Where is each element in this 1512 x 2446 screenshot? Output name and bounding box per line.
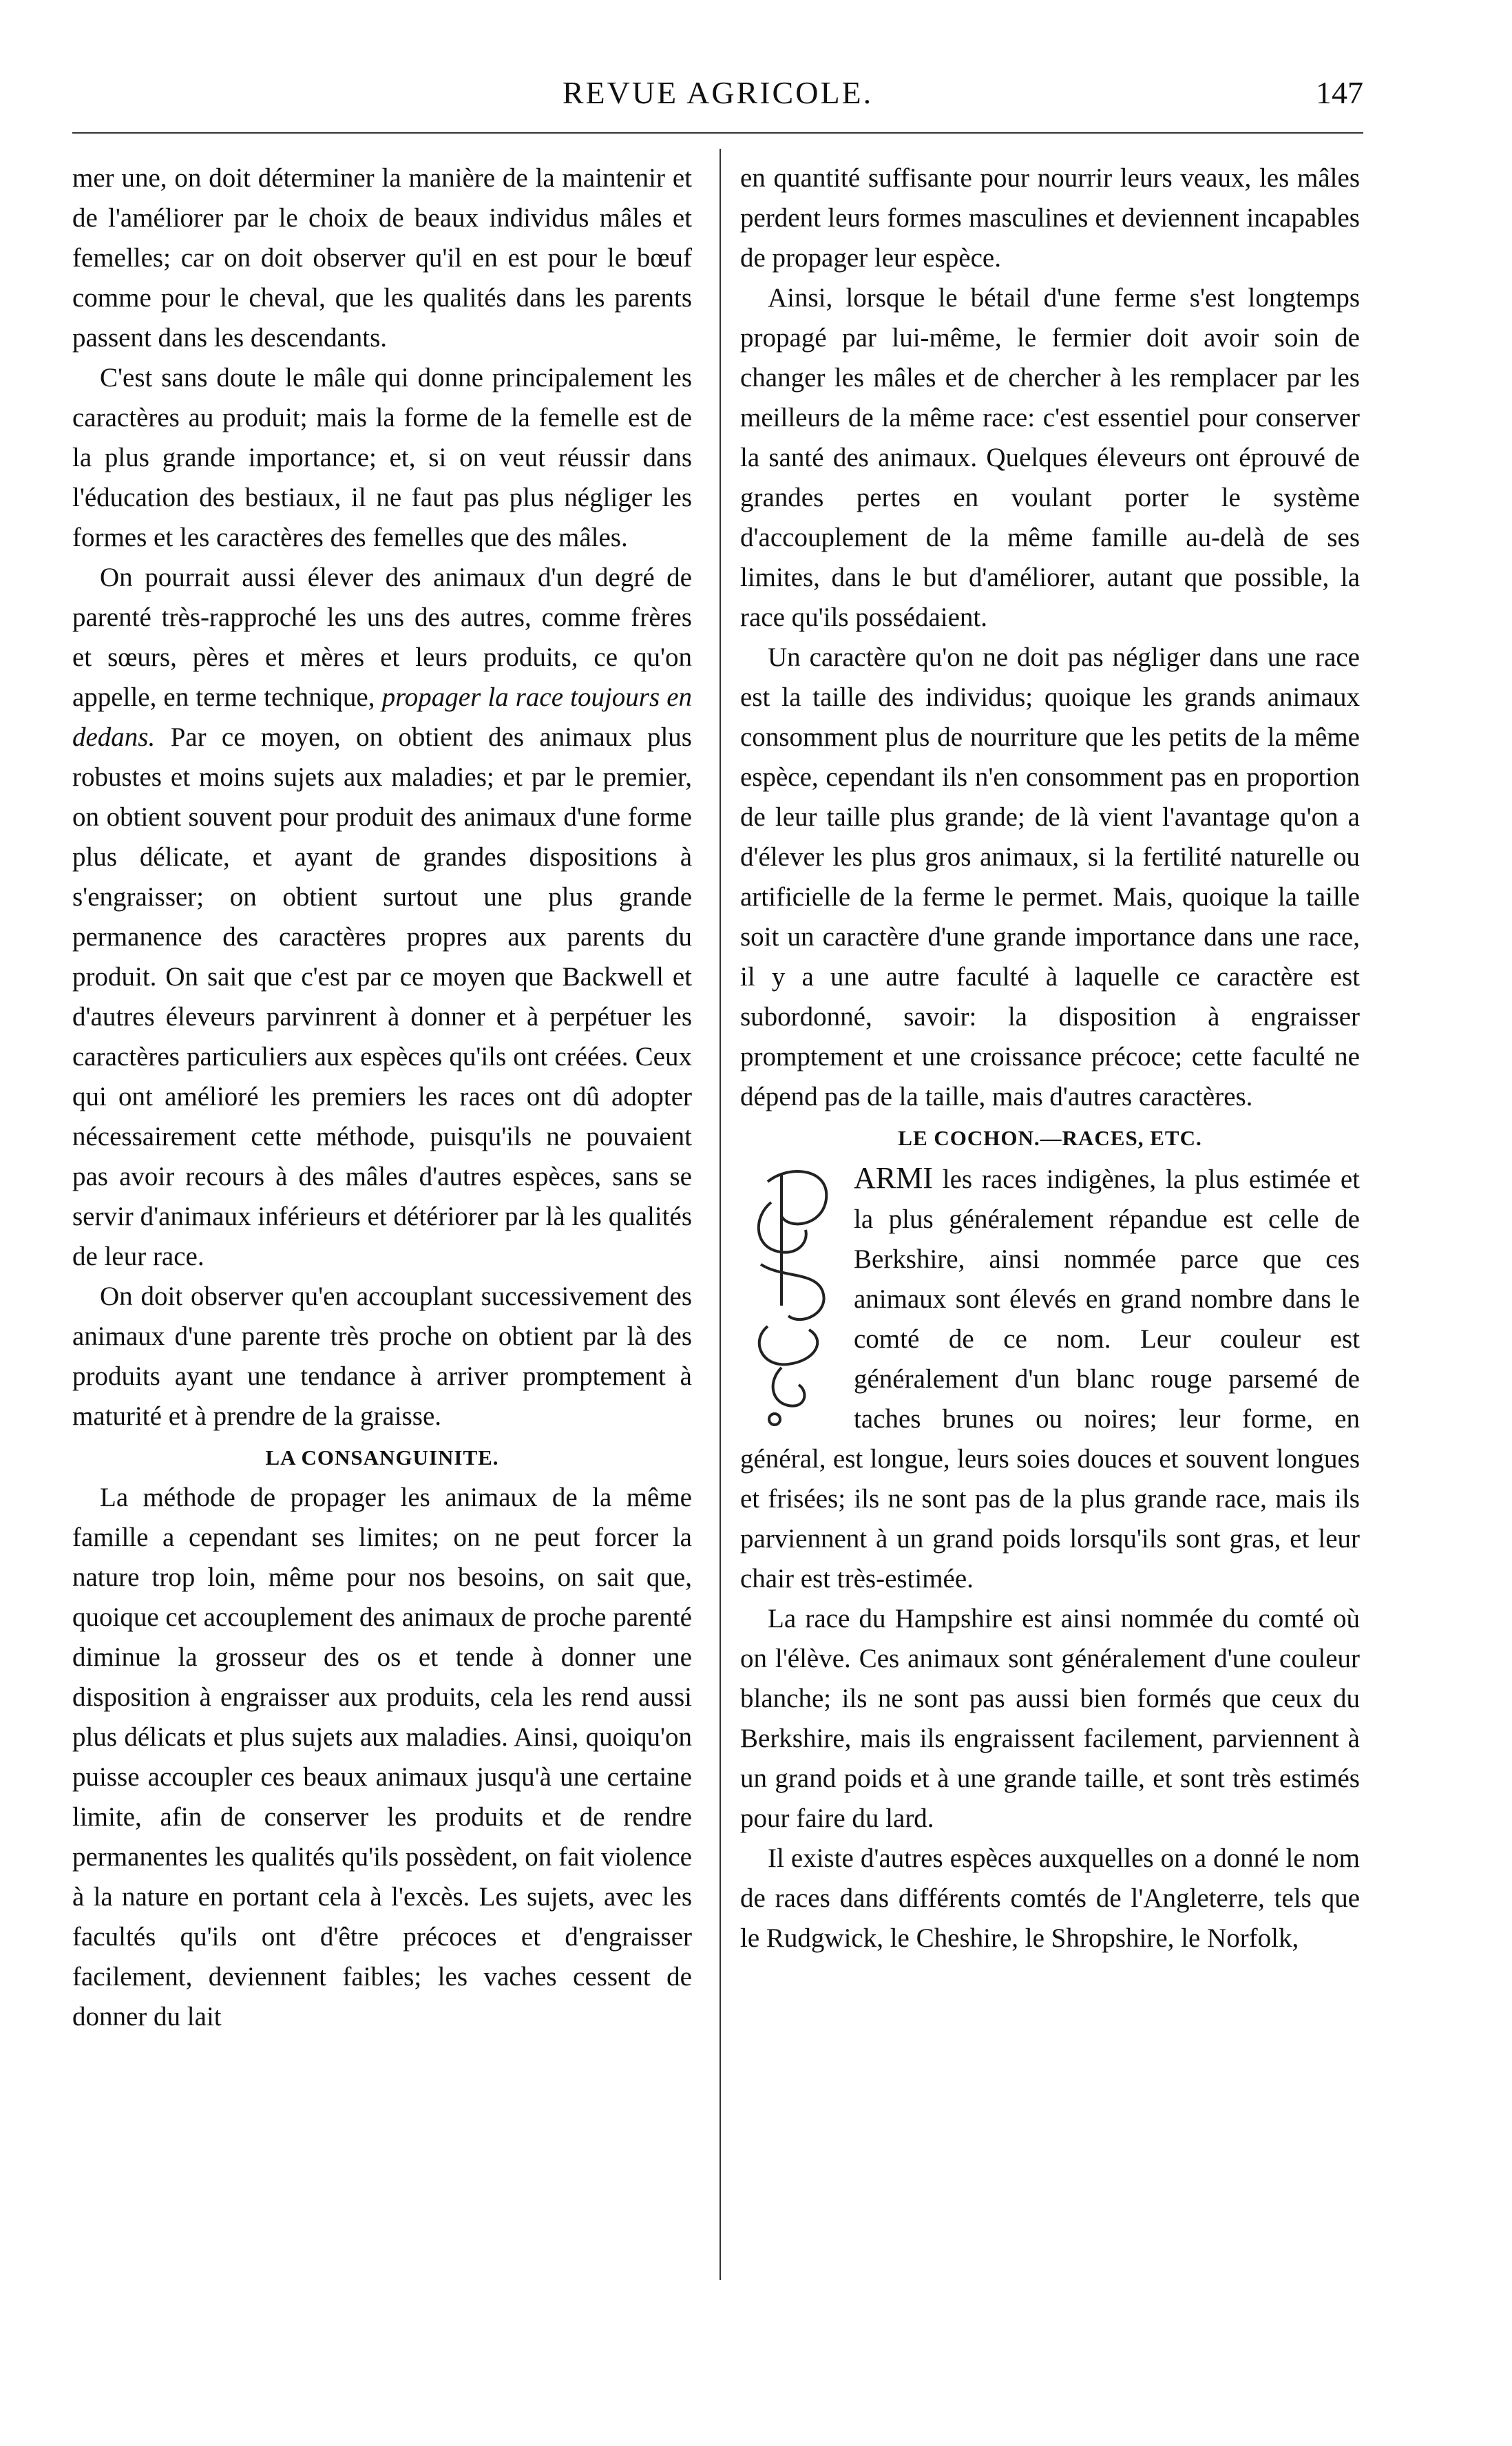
paragraph: La méthode de propager les animaux de la même famille a cependant ses limites; on ne peut forcer la nature trop loin, même pour nos besoins, on sait que, quoique cet accouplement des animaux de proche parenté diminue la grosseur des os et tende à donner une disposition à engraisser aux produits, cela les rend aussi plus délicats et plus sujets aux maladies. Ainsi, quoiqu'on puisse accoupler ces beaux animaux jusqu'à une certaine limite, afin de conserver les produits et de rendre permanentes les qualités qu'ils possèdent, on fait violence à la nature en portant cela à l'excès. Les sujets, avec les facultés qu'ils ont d'être précoces et d'engraisser facilement, deviennent faibles; les vaches cessent de donner du lait	[72, 1483, 692, 2031]
ornamental-initial-icon	[740, 1161, 847, 1430]
paragraph	[72, 558, 692, 1277]
right-column	[740, 158, 1360, 1958]
paragraph: en quantité suffisante pour nourrir leurs veaux, les mâles perdent leurs formes masculines et deviennent incapables de propager leur espèce.	[740, 163, 1360, 273]
italic-phrase: propager la race toujours en dedans.	[72, 682, 693, 752]
text-run: les races indigènes, la plus estimée et la plus généralement répandue est celle de Berkshire, ainsi nommée parce que ces animaux sont élevés en grand nombre dans le comté de ce nom. Leur couleur est généralement d'un blanc rouge parsemé de taches brunes ou noires; leur forme, en général, est longue, leurs soies douces et souvent longues et frisées; ils ne sont pas de la plus grande race, mais ils parviennent à un grand poids lorsqu'ils sont gras, et leur chair est très-estimée.	[740, 1164, 1360, 1593]
text-run: Par ce moyen, on obtient des animaux plus robustes et moins sujets aux maladies; et par le premier, on obtient souvent pour produit des animaux d'une forme plus délicate, et ayant de grandes dispositions à s'engraisser; on obtient surtout une plus grande permanence des caractères propres aux parents du produit. On sait que c'est par ce moyen que Backwell et d'autres éleveurs parvinrent à donner et à perpétuer les caractères particuliers aux espèces qu'ils ont créées. Ceux qui ont amélioré les premiers les races ont dû adopter nécessairement cette méthode, puisqu'ils ne pouvaient pas avoir recours à des mâles d'autres espèces, sans se servir d'animaux inférieurs et détériorer par là les qualités de leur race.	[72, 722, 692, 1271]
paragraph: mer une, on doit déterminer la manière de la maintenir et de l'améliorer par le choix de beaux individus mâles et femelles; car on doit observer qu'il en est pour le bœuf comme pour le cheval, que les qualités dans les parents passent dans les descendants.	[72, 163, 692, 353]
section-title: LA CONSANGUINITE.	[265, 1445, 499, 1470]
column-divider	[720, 149, 721, 2280]
paragraph: On doit observer qu'en accouplant successivement des animaux d'une parente très proche on obtient par là des produits ayant une tendance à arriver promptement à maturité et à prendre de la graisse.	[72, 1282, 692, 1431]
page-header	[72, 74, 1363, 116]
running-title: REVUE AGRICOLE.	[562, 75, 874, 110]
paragraph: C'est sans doute le mâle qui donne principalement les caractères au produit; mais la forme de la femelle est de la plus grande importance; et, si on veut réussir dans l'éducation des bestiaux, il ne faut pas plus négliger les formes et les caractères des femelles que des mâles.	[72, 363, 692, 552]
paragraph: La race du Hampshire est ainsi nommée du comté où on l'élève. Ces animaux sont généralement d'une couleur blanche; ils ne sont pas aussi bien formés que ceux du Berkshire, mais ils engraissent facilement, parviennent à un grand poids et à une grande taille, et sont très estimés pour faire du lard.	[740, 1604, 1360, 1833]
dropcap-word: ARMI	[854, 1161, 933, 1195]
paragraph: Ainsi, lorsque le bétail d'une ferme s'est longtemps propagé par lui-même, le fermier doit avoir soin de changer les mâles et de chercher à les remplacer par les meilleurs de la même race: c'est essentiel pour conserver la santé des animaux. Quelques éleveurs ont éprouvé de grandes pertes en voulant porter le système d'accouplement de la même famille au-delà de ses limites, dans le but d'améliorer, autant que possible, la race qu'ils possédaient.	[740, 283, 1360, 632]
paragraph: Un caractère qu'on ne doit pas négliger dans une race est la taille des individus; quoique les grands animaux consomment plus de nourriture que les petits de la même espèce, cependant ils n'en consomment pas en proportion de leur taille plus grande; de là vient l'avantage qu'on a d'élever les plus gros animaux, si la fertilité naturelle ou artificielle de la ferme le permet. Mais, quoique la taille soit un caractère d'une grande importance dans une race, il y a une autre faculté à laquelle ce caractère est subordonné, savoir: la disposition à engraisser promptement et une croissance précoce; cette faculté ne dépend pas de la taille, mais d'autres caractères.	[740, 642, 1360, 1111]
left-column	[72, 158, 692, 2037]
section-title: LE COCHON.—RACES, ETC.	[898, 1126, 1202, 1150]
paragraph: Il existe d'autres espèces auxquelles on a donné le nom de races dans différents comtés de l'Angleterre, tels que le Rudgwick, le Cheshire, le Shropshire, le Norfolk,	[740, 1843, 1360, 1953]
header-rule	[72, 132, 1363, 134]
dropcap-paragraph	[740, 1158, 1360, 1599]
text-run: On pourrait aussi élever des animaux d'un degré de parenté très-rapproché les uns des autres, comme frères et sœurs, pères et mères et leurs produits, ce qu'on appelle, en terme technique,	[72, 563, 692, 712]
page-number: 147	[1316, 75, 1363, 110]
